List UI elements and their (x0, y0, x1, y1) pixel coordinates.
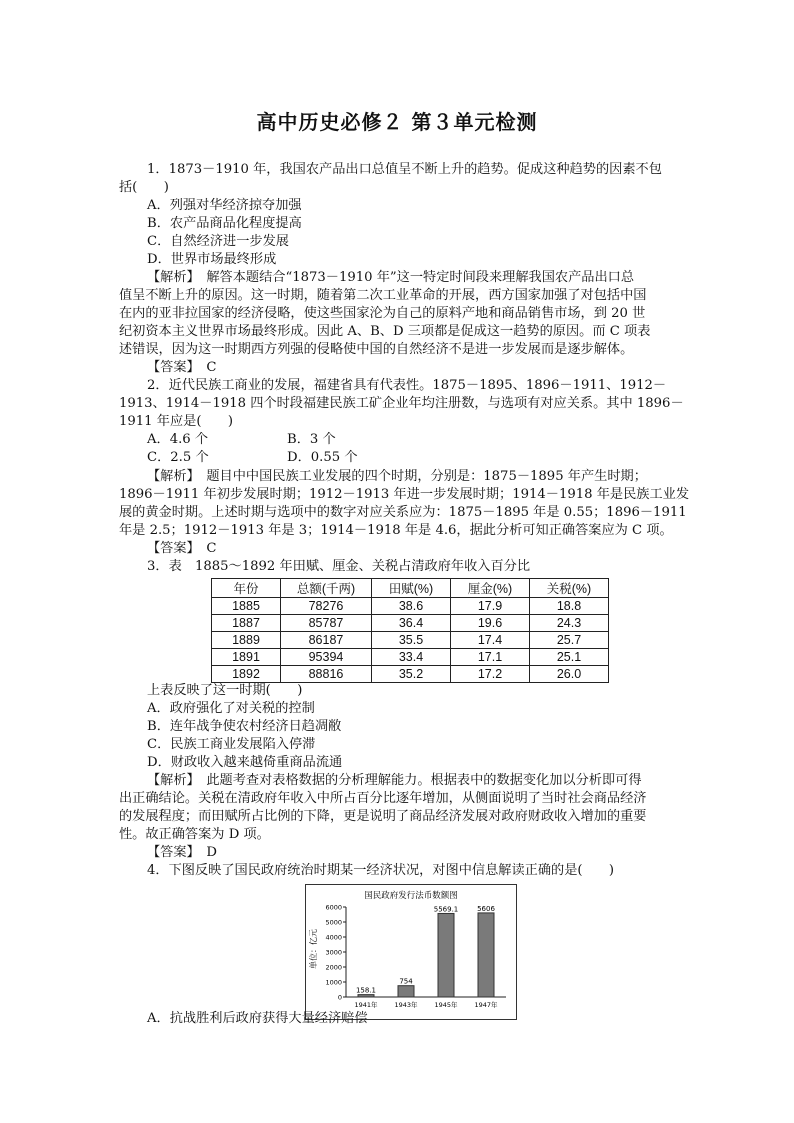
q3-after-table: 上表反映了这一时期( ) (147, 683, 303, 698)
table-cell: 19.6 (451, 615, 530, 632)
q3-stem: 3．表 1885～1892 年田赋、厘金、关税占清政府年收入百分比 (147, 559, 531, 574)
q3-answer: 【答案】 D (147, 845, 217, 860)
q1-answer: 【答案】 C (147, 360, 217, 375)
y-tick-label: 4000 (325, 933, 342, 942)
q1-stem-line1: 1．1873－1910 年，我国农产品出口总值呈不断上升的趋势。促成这种趋势的因素不包 (147, 162, 662, 177)
table-cell: 35.5 (372, 632, 451, 649)
y-tick-label: 3000 (325, 948, 342, 957)
q1-explanation-line5: 述错误，因为这一时期西方列强的侵略使中国的自然经济不是进一步发展而是逐步解体。 (119, 342, 634, 357)
table-cell: 1892 (212, 666, 281, 683)
chart-title: 国民政府发行法币数额图 (364, 891, 458, 901)
q3-option-a: A．政府强化了对关税的控制 (147, 701, 315, 716)
bar-value-label: 5569.1 (433, 905, 459, 914)
table-header-cell: 厘金(%) (451, 579, 530, 598)
q2-explanation-line2: 1896－1911 年初步发展时期；1912－1913 年进一步发展时期；1914－1918 年是民族工业发 (119, 487, 690, 502)
table-row (212, 649, 609, 666)
table-row (212, 615, 609, 632)
table-cell: 33.4 (372, 649, 451, 666)
table-header-cell: 田赋(%) (372, 579, 451, 598)
table-cell: 35.2 (372, 666, 451, 683)
table-cell: 17.2 (451, 666, 530, 683)
table-header-cell: 总额(千两) (281, 579, 372, 598)
q1-explanation-line2: 值呈不断上升的原因。这一时期，随着第二次工业革命的开展，西方国家加强了对包括中国 (119, 288, 647, 303)
q1-explanation-line1: 【解析】 解答本题结合“1873－1910 年”这一特定时间段来理解我国农产品出口总 (147, 270, 635, 285)
y-tick-label: 1000 (325, 978, 342, 987)
q2-option-b: B．3 个 (287, 432, 336, 447)
y-tick-label: 5000 (325, 918, 342, 927)
chart-bar (358, 995, 374, 997)
table-cell: 1887 (212, 615, 281, 632)
table-cell: 24.3 (530, 615, 609, 632)
q1-explanation-line3: 在内的亚非拉国家的经济侵略，使这些国家沦为自己的原料产地和商品销售市场，到 20 世 (119, 306, 646, 321)
table-cell: 25.1 (530, 649, 609, 666)
bar-value-label: 158.1 (355, 986, 377, 995)
table-cell: 36.4 (372, 615, 451, 632)
q2-stem-line3: 1911 年应是( ) (119, 414, 233, 429)
q2-stem-line2: 1913、1914－1918 四个时段福建民族工矿企业年均注册数，与选项有对应关系。其中 1896－ (119, 396, 684, 411)
q2-option-d: D．0.55 个 (287, 450, 358, 465)
y-tick-label: 6000 (325, 903, 342, 912)
chart-bar (438, 913, 454, 997)
q2-explanation-line4: 年是 2.5；1912－1913 年是 3；1914－1918 年是 4.6，据此分析可知正确答案应为 C 项。 (119, 523, 673, 538)
table-header-cell: 年份 (212, 579, 281, 598)
chart-bar (478, 913, 494, 997)
revenue-table (211, 578, 609, 683)
q1-explanation-line4: 纪初资本主义世界市场最终形成。因此 A、B、D 三项都是促成这一趋势的原因。而 C 项表 (119, 324, 651, 339)
q1-stem-line2: 括( ) (119, 180, 169, 195)
q2-stem-line1: 2．近代民族工商业的发展，福建省具有代表性。1875－1895、1896－1911、1912－ (147, 378, 667, 393)
table-cell: 17.1 (451, 649, 530, 666)
x-tick-label: 1947年 (474, 1001, 498, 1009)
x-tick-label: 1943年 (394, 1001, 418, 1009)
q1-option-a: A．列强对华经济掠夺加强 (147, 198, 302, 213)
table-row (212, 666, 609, 683)
y-tick-label: 2000 (325, 963, 342, 972)
table-row (212, 632, 609, 649)
table-cell: 1889 (212, 632, 281, 649)
table-cell: 17.4 (451, 632, 530, 649)
q4-stem: 4．下图反映了国民政府统治时期某一经济状况，对图中信息解读正确的是( ) (147, 863, 615, 878)
page-title: 高中历史必修２ 第３单元检测 (256, 110, 538, 134)
q3-explanation-line2: 出正确结论。关税在清政府年收入中所占百分比逐年增加，从侧面说明了当时社会商品经济 (119, 791, 647, 806)
q3-explanation-line3: 的发展程度；而田赋所占比例的下降，更是说明了商品经济发展对政府财政收入增加的重要 (119, 809, 647, 824)
bar-value-label: 5606 (477, 904, 495, 913)
y-tick-label: 0 (337, 993, 342, 1002)
q2-answer: 【答案】 C (147, 541, 217, 556)
chart-bar (398, 986, 414, 997)
table-cell: 1885 (212, 598, 281, 615)
q3-explanation-line4: 性。故正确答案为 D 项。 (119, 827, 270, 842)
table-cell: 1891 (212, 649, 281, 666)
q3-option-b: B．连年战争使农村经济日趋凋敝 (147, 719, 342, 734)
q1-option-d: D．世界市场最终形成 (147, 252, 277, 267)
table-cell: 95394 (281, 649, 372, 666)
table-cell: 38.6 (372, 598, 451, 615)
q3-explanation-line1: 【解析】 此题考查对表格数据的分析理解能力。根据表中的数据变化加以分析即可得 (147, 773, 642, 788)
q2-option-a: A．4.6 个 (147, 432, 209, 447)
table-cell: 25.7 (530, 632, 609, 649)
q1-option-c: C．自然经济进一步发展 (147, 234, 289, 249)
q1-option-b: B．农产品商品化程度提高 (147, 216, 302, 231)
table-cell: 26.0 (530, 666, 609, 683)
x-tick-label: 1945年 (434, 1001, 458, 1009)
table-row (212, 598, 609, 615)
table-cell: 86187 (281, 632, 372, 649)
table-cell: 88816 (281, 666, 372, 683)
x-tick-label: 1941年 (354, 1001, 378, 1009)
currency-chart (305, 884, 517, 1020)
bar-value-label: 754 (399, 977, 413, 986)
currency-chart-svg (306, 885, 516, 1019)
chart-ylabel: 单位：亿元 (309, 929, 318, 969)
q3-option-d: D．财政收入越来越倚重商品流通 (147, 755, 343, 770)
table-header-row (212, 579, 609, 598)
q2-explanation-line1: 【解析】 题目中中国民族工业发展的四个时期，分别是：1875－1895 年产生时期； (147, 469, 647, 484)
table-cell: 78276 (281, 598, 372, 615)
table-cell: 18.8 (530, 598, 609, 615)
q2-explanation-line3: 展的黄金时期。上述时期与选项中的数字对应关系应为：1875－1895 年是 0.55；1896－1911 (119, 505, 687, 520)
table-header-cell: 关税(%) (530, 579, 609, 598)
table-cell: 85787 (281, 615, 372, 632)
q4-option-a: A．抗战胜利后政府获得大量经济赔偿 (147, 1011, 368, 1026)
q2-option-c: C．2.5 个 (147, 450, 209, 465)
table-cell: 17.9 (451, 598, 530, 615)
q3-option-c: C．民族工商业发展陷入停滞 (147, 737, 316, 752)
